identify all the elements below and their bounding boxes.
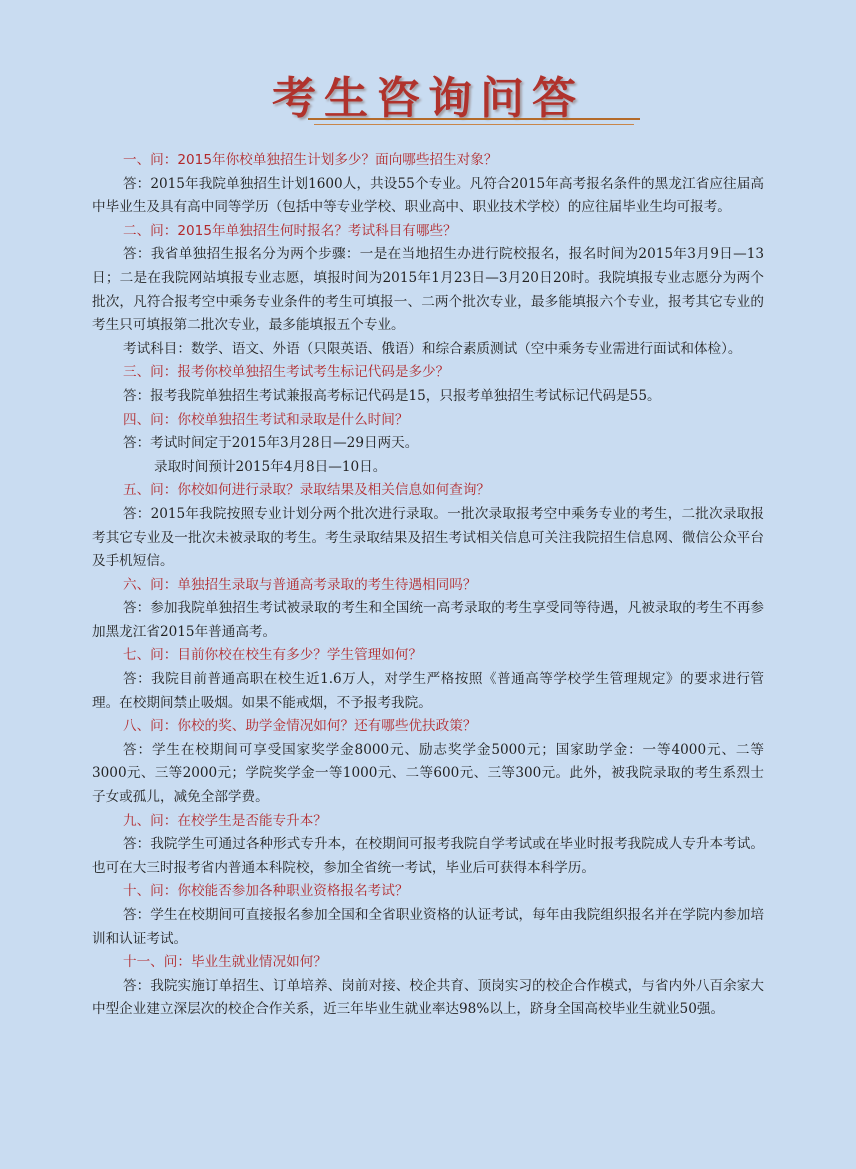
answer-8: 答：学生在校期间可享受国家奖学金8000元、励志奖学金5000元；国家助学金：一等4000元、二等3000元、三等2000元；学院奖学金一等1000元、二等600元、三等300元。此外，被我院录取的考生系烈士子女或孤儿，减免全部学费。 (92, 741, 764, 806)
answer-2-subjects: 考试科目：数学、语文、外语（只限英语、俄语）和综合素质测试（空中乘务专业需进行面试和体检）。 (123, 340, 742, 357)
answer-3: 答：报考我院单独招生考试兼报高考标记代码是15，只报考单独招生考试标记代码是55。 (123, 387, 661, 404)
question-9: 九、问：在校学生是否能专升本？ (123, 812, 327, 829)
question-11: 十一、问：毕业生就业情况如何？ (123, 954, 327, 971)
answer-1: 答：2015年我院单独招生计划1600人，共设55个专业。凡符合2015年高考报名条件的黑龙江省应往届高中毕业生及具有高中同等学历（包括中等专业学校、职业高中、职业技术学校）的应往届毕业生均可报考。 (92, 175, 764, 216)
answer-6: 答：参加我院单独招生考试被录取的考生和全国统一高考录取的考生享受同等待遇，凡被录取的考生不再参加黑龙江省2015年普通高考。 (92, 600, 764, 640)
question-8: 八、问：你校的奖、助学金情况如何？还有哪些优扶政策？ (123, 718, 477, 735)
title-underline-thin (314, 124, 634, 125)
question-10: 十、问：你校能否参加各种职业资格报名考试？ (123, 883, 409, 900)
question-4: 四、问：你校单独招生考试和录取是什么时间？ (123, 411, 409, 428)
answer-7: 答：我院目前普通高职在校生近1.6万人，对学生严格按照《普通高等学校学生管理规定》的要求进行管理。在校期间禁止吸烟。如果不能戒烟，不予报考我院。 (92, 671, 764, 711)
answer-5: 答：2015年我院按照专业计划分两个批次进行录取。一批次录取报考空中乘务专业的考生，二批次录取报考其它专业及一批次未被录取的考生。考生录取结果及招生考试相关信息可关注我院招生信息网、微信公众平台及手机短信。 (92, 505, 764, 570)
question-7: 七、问：目前你校在校生有多少？学生管理如何？ (123, 647, 423, 664)
answer-10: 答：学生在校期间可直接报名参加全国和全省职业资格的认证考试，每年由我院组织报名并在学院内参加培训和认证考试。 (92, 907, 764, 947)
answer-2: 答：我省单独招生报名分为两个步骤：一是在当地招生办进行院校报名，报名时间为2015年3月9日—13日；二是在我院网站填报专业志愿，填报时间为2015年1月23日—3月20日20时。我院填报专业志愿分为两个批次，凡符合报考空中乘务专业条件的考生可填报一、二两个批次专业，最多能填报六个专业，报考其它专业的考生只可填报第二批次专业，最多能填报五个专业。 (92, 246, 764, 334)
answer-4-admission: 录取时间预计2015年4月8日—10日。 (154, 458, 387, 475)
question-5: 五、问：你校如何进行录取？录取结果及相关信息如何查询？ (123, 482, 491, 499)
page-title: 考生咨询问答 (272, 73, 584, 124)
answer-9: 答：我院学生可通过各种形式专升本，在校期间可报考我院自学考试或在毕业时报考我院成人专升本考试。也可在大三时报考省内普通本科院校，参加全省统一考试，毕业后可获得本科学历。 (92, 836, 764, 876)
question-1: 一、问：2015年你校单独招生计划多少？面向哪些招生对象？ (123, 152, 498, 168)
answer-4: 答：考试时间定于2015年3月28日—29日两天。 (123, 435, 419, 452)
question-3: 三、问：报考你校单独招生考试考生标记代码是多少？ (123, 364, 450, 381)
question-6: 六、问：单独招生录取与普通高考录取的考生待遇相同吗？ (123, 576, 477, 593)
question-2: 二、问：2015年单独招生何时报名？考试科目有哪些？ (123, 222, 457, 239)
title-underline (308, 118, 640, 120)
answer-11: 答：我院实施订单招生、订单培养、岗前对接、校企共育、顶岗实习的校企合作模式，与省内外八百余家大中型企业建立深层次的校企合作关系，近三年毕业生就业率达98%以上，跻身全国高校毕业生就业50强。 (92, 977, 764, 1018)
qa-content (92, 149, 764, 1022)
